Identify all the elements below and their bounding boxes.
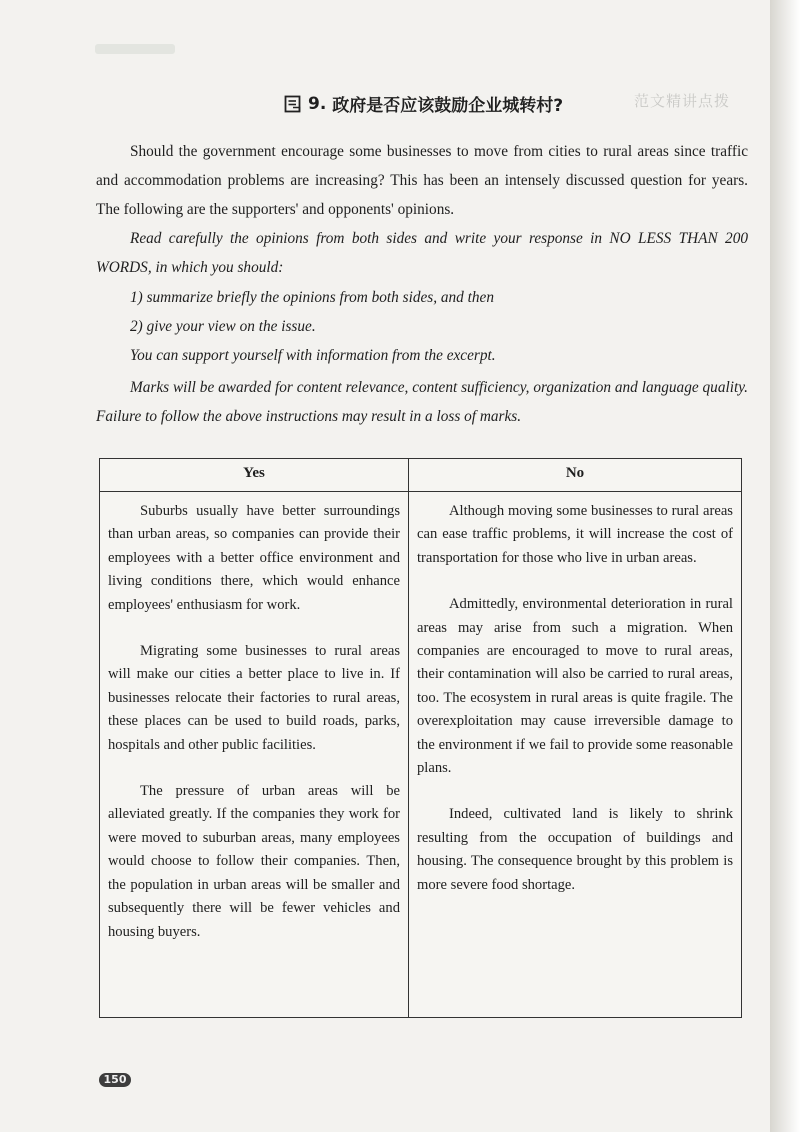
no-opinion-1: Although moving some businesses to rural areas can ease traffic problems, it will increase the cost of transportation for those who live in urban areas. bbox=[417, 503, 733, 566]
document-icon bbox=[284, 95, 302, 113]
instruction-item-2: 2) give your view on the issue. bbox=[130, 318, 316, 335]
yes-opinion-1: Suburbs usually have better surroundings than urban areas, so companies can provide their employees with a better office environment and living conditions there, which would enhance employees' enthusiasm for work. bbox=[108, 503, 400, 613]
header-yes: Yes bbox=[100, 459, 409, 492]
yes-opinion-3: The pressure of urban areas will be alleviated greatly. If the companies they work for were moved to suburban areas, many employees would choose to follow their companies. Then, the population in urban areas will be smaller and subsequently there will be fewer vehicles and housing buyers. bbox=[108, 783, 400, 940]
yes-column bbox=[100, 492, 409, 1018]
marks-paragraph: Marks will be awarded for content relevance, content sufficiency, organization and language quality. Failure to follow the above instructions may result in a loss of marks. bbox=[96, 379, 748, 425]
page-number: 150 bbox=[99, 1073, 131, 1087]
instruction-paragraph: Read carefully the opinions from both sides and write your response in NO LESS THAN 200 WORDS, in which you should: bbox=[96, 230, 748, 276]
instruction-item-1: 1) summarize briefly the opinions from both sides, and then bbox=[130, 289, 494, 306]
page-title bbox=[284, 91, 563, 116]
header-no: No bbox=[409, 459, 742, 492]
opinions-table bbox=[99, 458, 742, 1018]
intro-paragraph: Should the government encourage some businesses to move from cities to rural areas since traffic and accommodation problems are increasing? This has been an intensely discussed question for years. The following are the supporters' and opponents' opinions. bbox=[96, 143, 748, 218]
no-column bbox=[409, 492, 742, 1018]
faded-section-heading: 范文精讲点拨 bbox=[634, 92, 731, 110]
yes-opinion-2: Migrating some businesses to rural areas will make our cities a better place to live in. If businesses relocate their factories to rural areas, these places can be used to build roads, parks, hospitals and other public facilities. bbox=[108, 643, 400, 753]
title-text: 政府是否应该鼓励企业城转村? bbox=[332, 96, 564, 116]
faded-header-mark bbox=[95, 44, 175, 54]
title-number: 9. bbox=[308, 93, 327, 114]
support-note: You can support yourself with information from the excerpt. bbox=[130, 347, 496, 364]
page-edge-shadow bbox=[770, 0, 800, 1132]
no-opinion-2: Admittedly, environmental deterioration in rural areas may arise from such a migration. When companies are encouraged to move to rural areas, their contamination will also be carried to rural areas, too. The ecosystem in rural areas is quite fragile. The overexploitation may cause irreversible damage to the environment if we fail to provide some reasonable plans. bbox=[417, 596, 733, 777]
no-opinion-3: Indeed, cultivated land is likely to shrink resulting from the occupation of buildings and housing. The consequence brought by this problem is more severe food shortage. bbox=[417, 806, 733, 893]
